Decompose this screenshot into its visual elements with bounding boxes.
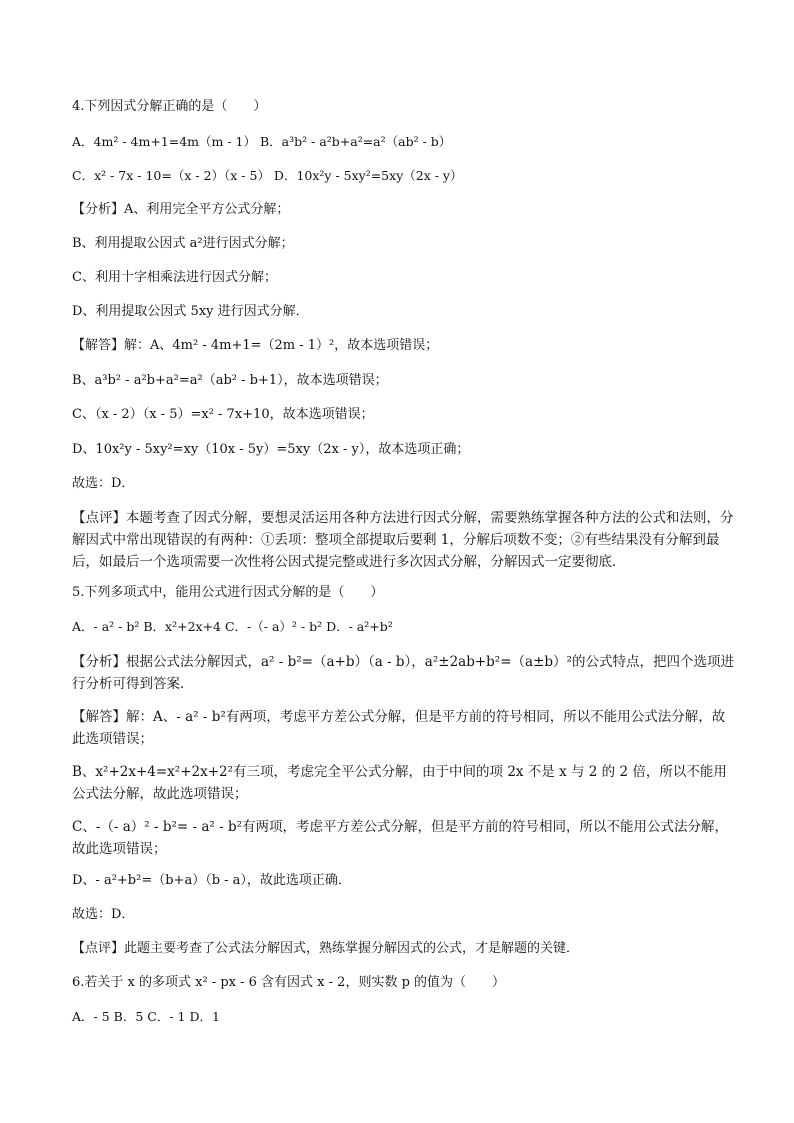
q5-solution-d: D、- a²+b²=（b+a）（b - a），故此选项正确． bbox=[72, 873, 351, 888]
q4-analysis-d: D、利用提取公因式 5xy 进行因式分解． bbox=[72, 304, 309, 319]
q4-analysis-c: C、利用十字相乘法进行因式分解； bbox=[72, 270, 277, 285]
q4-analysis-b: B、利用提取公因式 a²进行因式分解； bbox=[72, 236, 294, 251]
q4-solution-b: B、a³b² - a²b+a²=a²（ab² - b+1），故本选项错误； bbox=[72, 373, 388, 388]
q4-stem: 4.下列因式分解正确的是（ ） bbox=[72, 99, 267, 114]
q4-solution-d: D、10x²y - 5xy²=xy（10x - 5y）=5xy（2x - y），故本选项正确； bbox=[72, 442, 470, 457]
q5-choice: 故选：D． bbox=[72, 907, 135, 922]
q4-comment: 【点评】本题考查了因式分解，要想灵活运用各种方法进行因式分解，需要熟练掌握各种方法的公式和法则，分解因式中常出现错误的有两种：①丢项：整项全部提取后要剩 1，分解后项数不变；②有些结果没有分解到最后，如最后一个选项需要一次性将公因式提完整或进行多次因式分解，分解因式一定要彻底． bbox=[72, 510, 734, 570]
q4-solution-a: 【解答】解：A、4m² - 4m+1=（2m - 1）²，故本选项错误； bbox=[72, 338, 439, 353]
q5-solution-c: C、-（- a）² - b²= - a² - b²有两项，考虑平方差公式分解，但是平方前的符号相同，所以不能用公式法分解，故此选项错误； bbox=[72, 819, 729, 857]
q4-analysis-a: 【分析】A、利用完全平方公式分解； bbox=[72, 202, 290, 217]
q6-options: A．- 5 B．5 C．- 1 D．1 bbox=[72, 1009, 220, 1024]
q5-options: A．- a² - b² B．x²+2x+4 C．-（- a）² - b² D．- a²+b² bbox=[72, 619, 393, 634]
q6-stem: 6.若关于 x 的多项式 x² - px - 6 含有因式 x - 2，则实数 p 的值为（ ） bbox=[72, 975, 506, 990]
q5-solution-b: B、x²+2x+4=x²+2x+2²有三项，考虑完全平公式分解，由于中间的项 2x 不是 x 与 2 的 2 倍，所以不能用公式法分解，故此选项错误； bbox=[72, 764, 727, 802]
q4-solution-c: C、（x - 2）（x - 5）=x² - 7x+10，故本选项错误； bbox=[72, 407, 374, 422]
q5-solution-a: 【解答】解：A、- a² - b²有两项，考虑平方差公式分解，但是平方前的符号相同，所以不能用公式法分解，故此选项错误； bbox=[72, 709, 726, 747]
q5-comment: 【点评】此题主要考查了公式法分解因式，熟练掌握分解因式的公式，才是解题的关键． bbox=[72, 941, 580, 956]
q5-analysis: 【分析】根据公式法分解因式，a² - b²=（a+b）（a - b），a²±2ab+b²=（a±b）²的公式特点，把四个选项进行分析可得到答案． bbox=[72, 654, 734, 692]
q4-options-cd: C．x² - 7x - 10=（x - 2）（x - 5） D．10x²y - 5xy²=5xy（2x - y） bbox=[72, 168, 463, 183]
q5-stem: 5.下列多项式中，能用公式进行因式分解的是（ ） bbox=[72, 585, 384, 600]
q4-choice: 故选：D． bbox=[72, 476, 135, 491]
q4-options-ab: A．4m² - 4m+1=4m（m - 1） B．a³b² - a²b+a²=a²（ab² - b） bbox=[72, 134, 452, 149]
